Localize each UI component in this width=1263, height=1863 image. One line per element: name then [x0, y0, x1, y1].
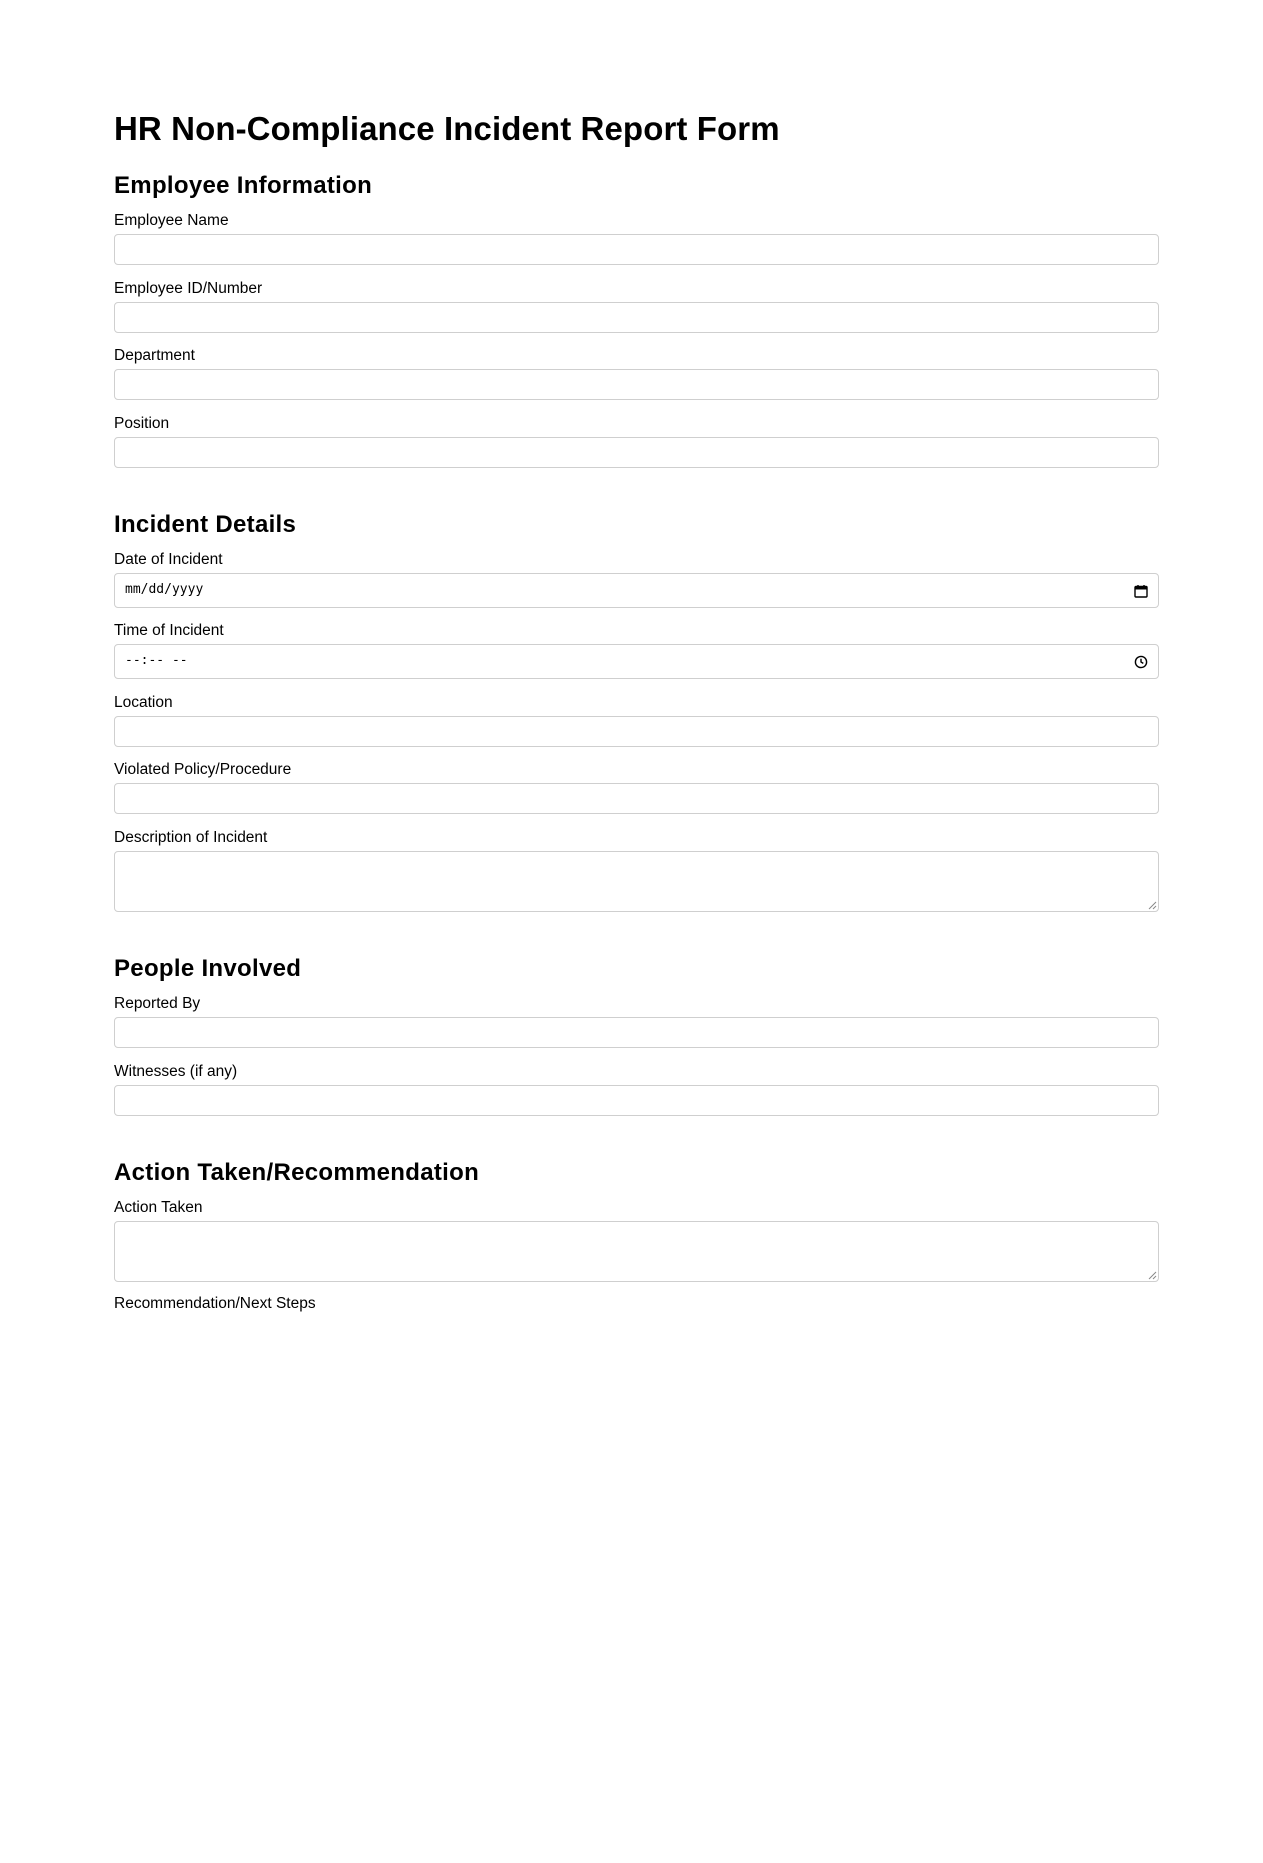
- calendar-icon[interactable]: [1134, 584, 1148, 598]
- employee-information-heading: Employee Information: [114, 172, 373, 199]
- violated-policy-label: Violated Policy/Procedure: [114, 761, 292, 778]
- incident-details-heading: Incident Details: [114, 511, 297, 538]
- employee-id-label: Employee ID/Number: [114, 280, 263, 297]
- date-of-incident-label: Date of Incident: [114, 551, 223, 568]
- time-of-incident-label: Time of Incident: [114, 622, 224, 639]
- time-placeholder: --:-- --: [125, 653, 188, 668]
- description-textarea[interactable]: [114, 851, 1159, 912]
- reported-by-input[interactable]: [114, 1017, 1159, 1048]
- people-involved-heading: People Involved: [114, 955, 302, 982]
- action-taken-label: Action Taken: [114, 1199, 203, 1216]
- clock-icon[interactable]: [1134, 655, 1148, 669]
- date-placeholder: mm/dd/yyyy: [125, 582, 204, 597]
- position-input[interactable]: [114, 437, 1159, 468]
- witnesses-label: Witnesses (if any): [114, 1063, 238, 1080]
- employee-name-label: Employee Name: [114, 212, 229, 229]
- resize-handle-icon[interactable]: [1148, 1271, 1157, 1280]
- location-label: Location: [114, 694, 173, 711]
- page-title: HR Non-Compliance Incident Report Form: [114, 110, 780, 147]
- department-input[interactable]: [114, 369, 1159, 400]
- recommendation-label: Recommendation/Next Steps: [114, 1295, 316, 1312]
- resize-handle-icon[interactable]: [1148, 901, 1157, 910]
- witnesses-input[interactable]: [114, 1085, 1159, 1116]
- employee-name-input[interactable]: [114, 234, 1159, 265]
- employee-id-input[interactable]: [114, 302, 1159, 333]
- action-taken-textarea[interactable]: [114, 1221, 1159, 1282]
- reported-by-label: Reported By: [114, 995, 201, 1012]
- date-of-incident-input[interactable]: [114, 573, 1159, 608]
- department-label: Department: [114, 347, 195, 364]
- violated-policy-input[interactable]: [114, 783, 1159, 814]
- position-label: Position: [114, 415, 170, 432]
- description-label: Description of Incident: [114, 829, 268, 846]
- time-of-incident-input[interactable]: [114, 644, 1159, 679]
- location-input[interactable]: [114, 716, 1159, 747]
- action-taken-heading: Action Taken/Recommendation: [114, 1159, 480, 1186]
